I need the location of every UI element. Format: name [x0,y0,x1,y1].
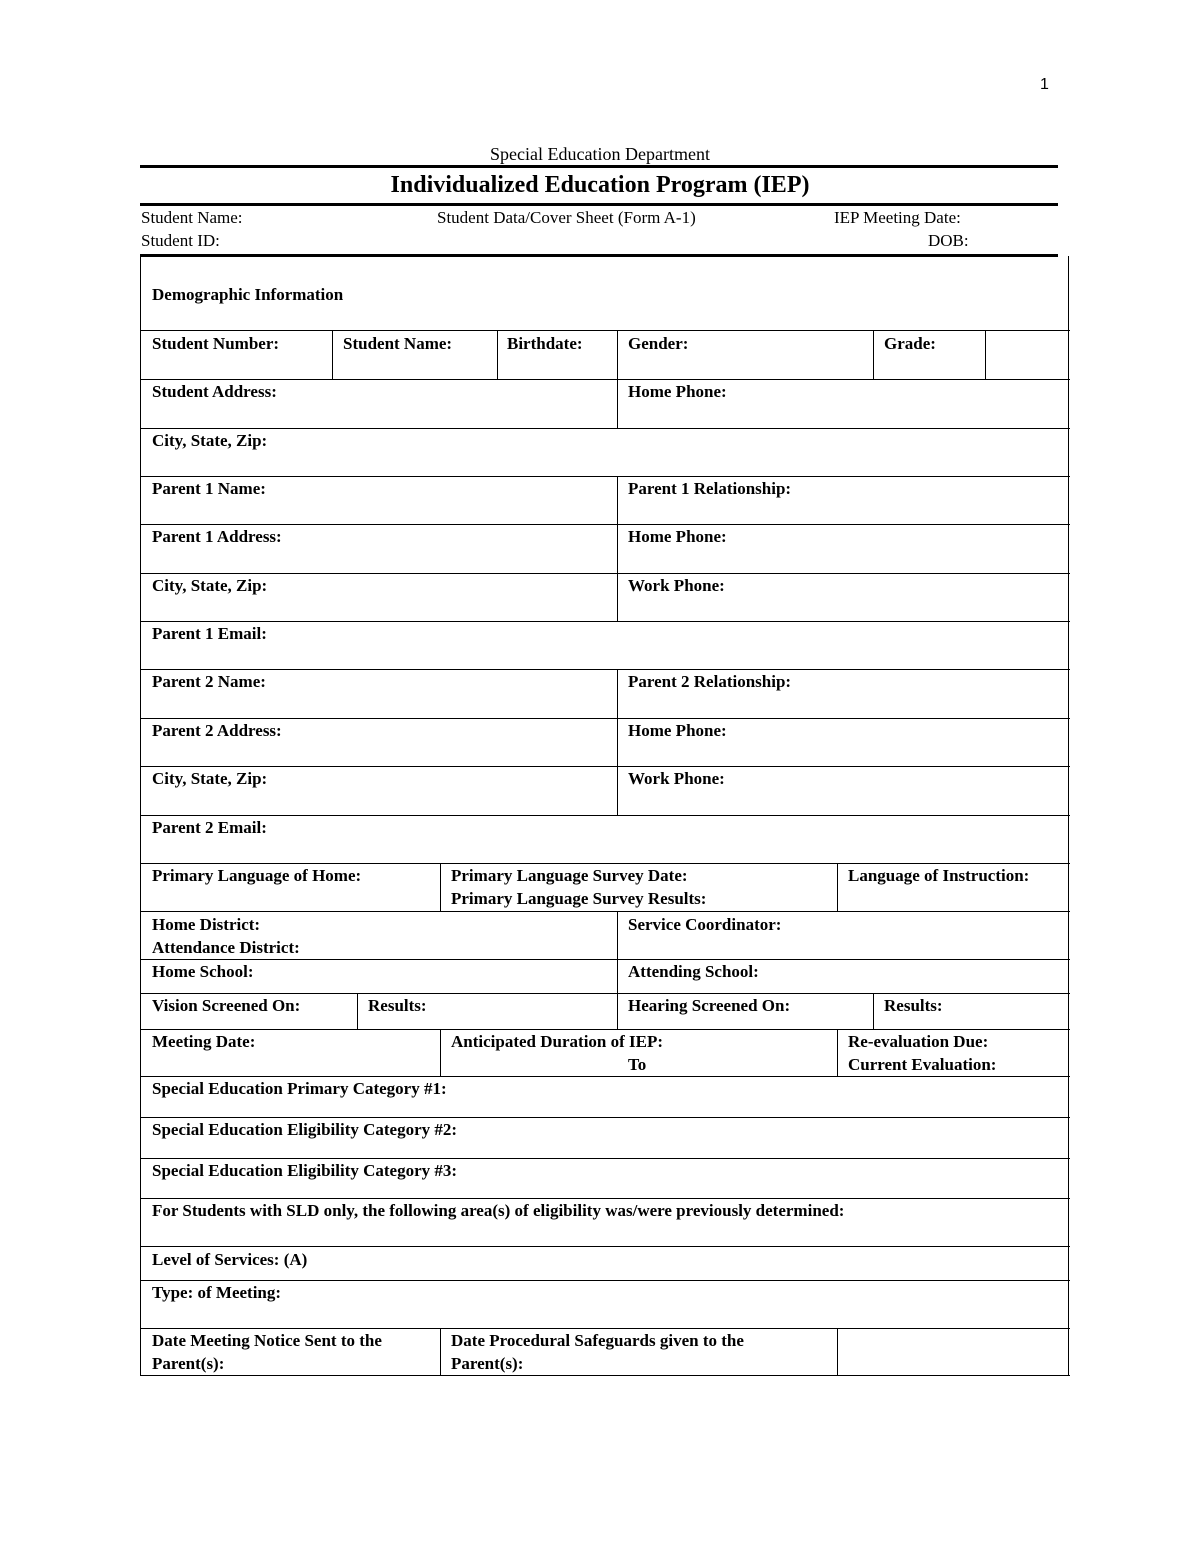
label-eligibility-2: Special Education Eligibility Category #2: [152,1120,458,1139]
row-line [140,1076,1070,1077]
page-number: 1 [1040,76,1049,93]
cell-divider [873,993,874,1029]
label-student-address: Student Address: [152,382,277,401]
row-line [140,1246,1070,1247]
cell-divider [837,863,838,911]
header-meeting-date: IEP Meeting Date: [834,208,961,227]
label-current-evaluation: Current Evaluation: [848,1055,997,1074]
cell-divider [497,330,498,379]
header-student-name: Student Name: [141,208,243,227]
label-vision-screened: Vision Screened On: [152,996,301,1015]
cell-divider [837,1328,838,1375]
label-sld-note: For Students with SLD only, the following area(s) of eligibility was/were previously determined: [152,1201,845,1220]
label-parent1-name: Parent 1 Name: [152,479,266,498]
row-line [140,1198,1070,1199]
label-duration-to: To [628,1055,647,1074]
label-parent1-home-phone: Home Phone: [628,527,727,546]
cell-divider [985,330,986,379]
label-parent1-address: Parent 1 Address: [152,527,282,546]
label-parent1-work-phone: Work Phone: [628,576,725,595]
label-service-coordinator: Service Coordinator: [628,915,782,934]
row-line [140,330,1070,331]
label-parent1-relationship: Parent 1 Relationship: [628,479,792,498]
label-parent2-home-phone: Home Phone: [628,721,727,740]
label-home-school: Home School: [152,962,254,981]
label-type-of-meeting: Type: of Meeting: [152,1283,282,1302]
label-student-name: Student Name: [343,334,453,353]
label-survey-date: Primary Language Survey Date: [451,866,688,885]
label-student-number: Student Number: [152,334,280,353]
row-line [140,815,1070,816]
label-parent2-city: City, State, Zip: [152,769,268,788]
label-birthdate: Birthdate: [507,334,583,353]
label-notice-sent-line2: Parent(s): [152,1354,225,1373]
header-rule [140,254,1058,257]
row-line [140,863,1070,864]
label-notice-sent-line1: Date Meeting Notice Sent to the [152,1331,382,1350]
cell-divider [873,330,874,379]
label-attendance-district: Attendance District: [152,938,300,957]
row-line [140,1158,1070,1159]
cell-divider [617,330,618,379]
label-home-district: Home District: [152,915,261,934]
row-line [140,669,1070,670]
label-safeguards-line2: Parent(s): [451,1354,524,1373]
label-survey-results: Primary Language Survey Results: [451,889,707,908]
cell-divider [617,993,618,1029]
row-line [140,379,1070,380]
row-line [140,621,1070,622]
row-line [140,718,1070,719]
label-parent1-email: Parent 1 Email: [152,624,267,643]
row-line [140,959,1070,960]
label-vision-results: Results: [368,996,427,1015]
label-anticipated-duration: Anticipated Duration of IEP: [451,1032,664,1051]
table-border-right [1068,256,1069,1376]
label-parent2-email: Parent 2 Email: [152,818,267,837]
row-line [140,476,1070,477]
label-home-phone: Home Phone: [628,382,727,401]
label-parent2-relationship: Parent 2 Relationship: [628,672,792,691]
label-language-instruction: Language of Instruction: [848,866,1030,885]
label-hearing-screened: Hearing Screened On: [628,996,791,1015]
label-meeting-date: Meeting Date: [152,1032,256,1051]
header-dob: DOB: [928,231,969,250]
title-rule-top [140,165,1058,168]
label-parent2-name: Parent 2 Name: [152,672,266,691]
label-parent2-address: Parent 2 Address: [152,721,282,740]
label-primary-language: Primary Language of Home: [152,866,362,885]
row-line [140,428,1070,429]
label-level-of-services: Level of Services: (A) [152,1250,308,1269]
table-bottom-line [140,1375,1070,1376]
label-primary-category: Special Education Primary Category #1: [152,1079,447,1098]
cell-divider [332,330,333,379]
cell-divider [440,1029,441,1076]
title-rule-bottom [140,203,1058,206]
label-eligibility-3: Special Education Eligibility Category #3: [152,1161,458,1180]
department-heading: Special Education Department [490,144,710,164]
label-grade: Grade: [884,334,936,353]
cell-divider [837,1029,838,1076]
row-line [140,573,1070,574]
cell-divider [440,1328,441,1375]
row-line [140,766,1070,767]
cell-divider [617,379,618,428]
section-title: Demographic Information [152,285,344,304]
row-line [140,1280,1070,1281]
row-line [140,1328,1070,1329]
label-city-state-zip: City, State, Zip: [152,431,268,450]
header-form-name: Student Data/Cover Sheet (Form A-1) [437,208,696,227]
label-gender: Gender: [628,334,689,353]
cell-divider [617,476,618,621]
row-line [140,524,1070,525]
table-border-left [140,256,141,1376]
cell-divider [357,993,358,1029]
label-parent1-city: City, State, Zip: [152,576,268,595]
label-hearing-results: Results: [884,996,943,1015]
cell-divider [440,863,441,911]
row-line [140,1117,1070,1118]
label-parent2-work-phone: Work Phone: [628,769,725,788]
row-line [140,911,1070,912]
row-line [140,993,1070,994]
label-attending-school: Attending School: [628,962,759,981]
label-reevaluation-due: Re-evaluation Due: [848,1032,989,1051]
document-title: Individualized Education Program (IEP) [390,172,810,198]
cell-divider [617,911,618,993]
cell-divider [617,669,618,815]
row-line [140,1029,1070,1030]
label-safeguards-line1: Date Procedural Safeguards given to the [451,1331,744,1350]
header-student-id: Student ID: [141,231,220,250]
